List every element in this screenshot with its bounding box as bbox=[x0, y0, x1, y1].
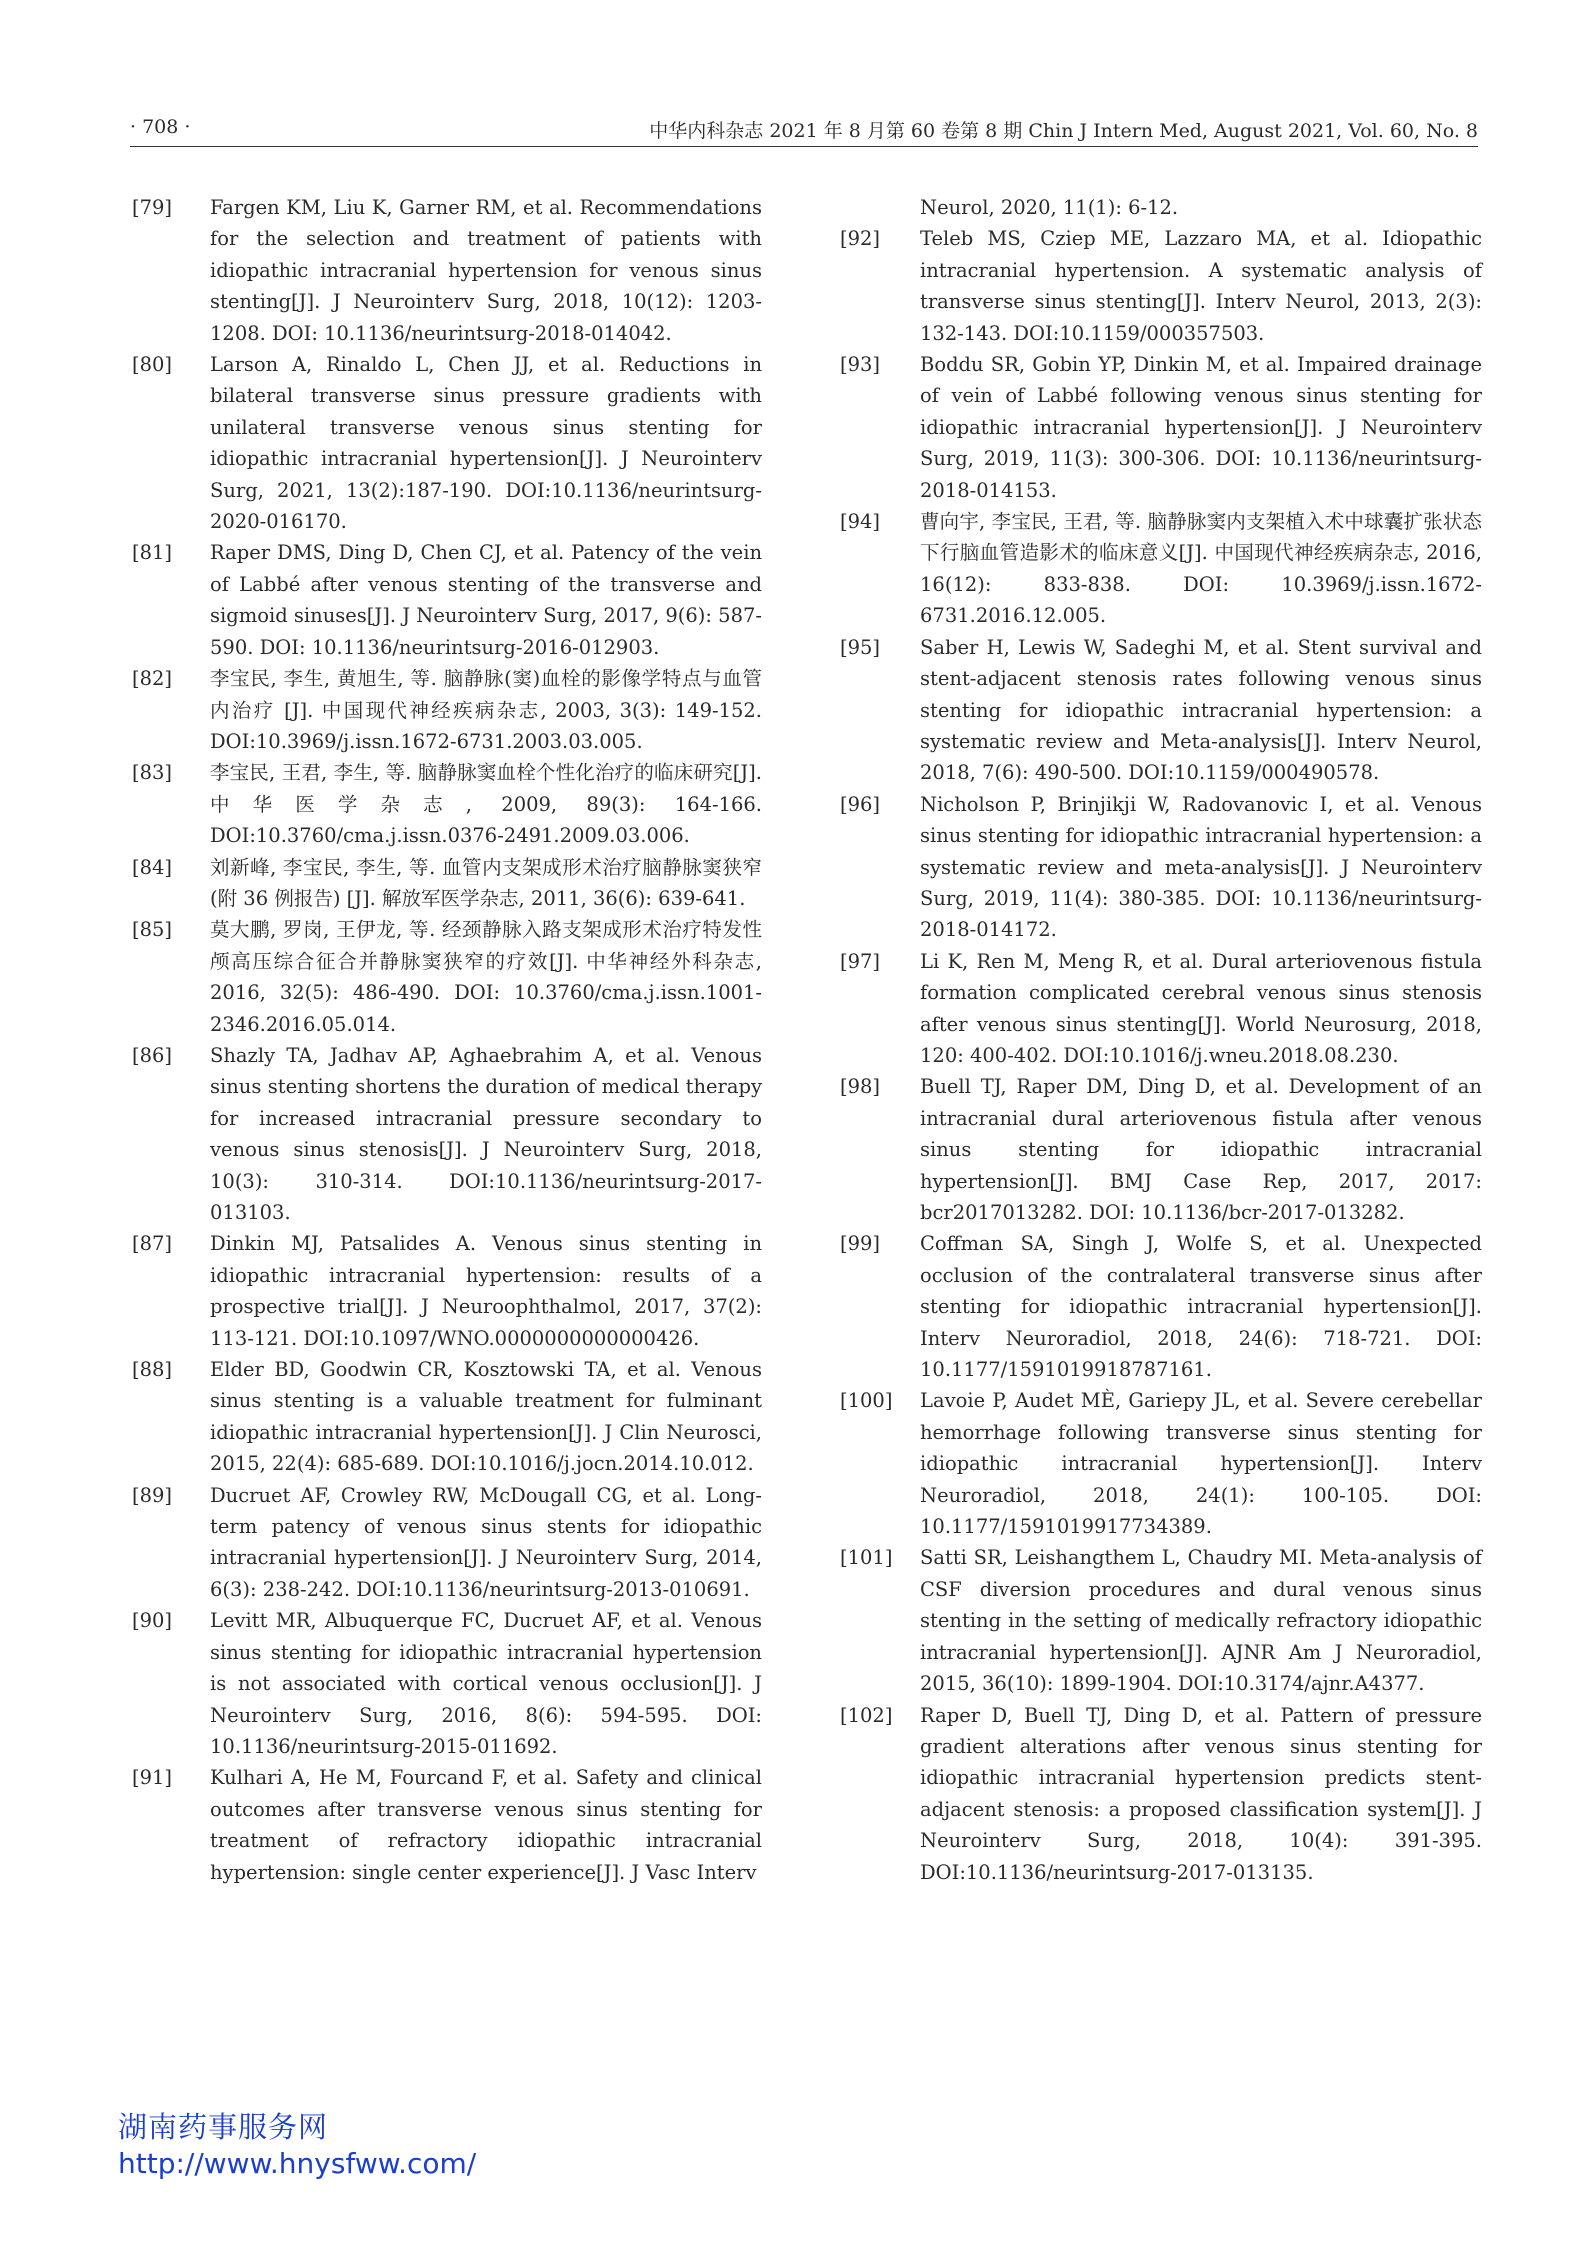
reference-number: [90] bbox=[132, 1609, 173, 1633]
reference-number: [91] bbox=[132, 1766, 173, 1790]
reference-number: [88] bbox=[132, 1358, 173, 1382]
reference-text: Levitt MR, Albuquerque FC, Ducruet AF, et al. Venous sinus stenting for idiopathic intracranial hypertension is not associated with cortical venous occlusion[J]. J Neurointerv Surg, 2016, 8(6): 594-595. DOI: 10.1136/neurintsurg-2015-011692. bbox=[210, 1609, 762, 1758]
reference-item bbox=[132, 1480, 762, 1606]
reference-continuation: Neurol, 2020, 11(1): 6-12. bbox=[920, 196, 1179, 219]
reference-text: Saber H, Lewis W, Sadeghi M, et al. Stent survival and stent-adjacent stenosis rates following venous sinus stenting for idiopathic intracranial hypertension: a systematic review and Meta-analysis[J]. Interv Neurol, 2018, 7(6): 490-500. DOI:10.1159/000490578. bbox=[920, 635, 1482, 785]
reference-column-right bbox=[842, 192, 1482, 1888]
reference-text: Raper DMS, Ding D, Chen CJ, et al. Patency of the vein of Labbé after venous stenting of the transverse and sigmoid sinuses[J]. J Neurointerv Surg, 2017, 9(6): 587-590. DOI: 10.1136/neurintsurg-2016-012903. bbox=[210, 541, 762, 659]
reference-text: Ducruet AF, Crowley RW, McDougall CG, et al. Long-term patency of venous sinus stents for idiopathic intracranial hypertension[J]. J Neurointerv Surg, 2014, 6(3): 238-242. DOI:10.1136/neurintsurg-2013-010691. bbox=[210, 1483, 762, 1601]
reference-item bbox=[842, 506, 1482, 632]
reference-item bbox=[842, 946, 1482, 1072]
reference-text: Satti SR, Leishangthem L, Chaudry MI. Meta-analysis of CSF diversion procedures and dural venous sinus stenting in the setting of medically refractory idiopathic intracranial hypertension[J]. AJNR Am J Neuroradiol, 2015, 36(10): 1899-1904. DOI:10.3174/ajnr.A4377. bbox=[920, 1546, 1482, 1696]
reference-number: [92] bbox=[840, 227, 881, 251]
reference-item bbox=[842, 1071, 1482, 1228]
reference-number: [102] bbox=[840, 1703, 893, 1727]
reference-text: Buell TJ, Raper DM, Ding D, et al. Development of an intracranial dural arteriovenous fistula after venous sinus stenting for idiopathic intracranial hypertension[J]. BMJ Case Rep, 2017, 2017: bcr2017013282. DOI: 10.1136/bcr-2017-013282. bbox=[920, 1075, 1482, 1224]
reference-item bbox=[132, 349, 762, 537]
watermark-name: 湖南药事服务网 bbox=[118, 2110, 329, 2144]
reference-item bbox=[842, 1700, 1482, 1888]
reference-item bbox=[842, 349, 1482, 506]
reference-text: Li K, Ren M, Meng R, et al. Dural arteriovenous fistula formation complicated cerebral venous sinus stenosis after venous sinus stenting[J]. World Neurosurg, 2018, 120: 400-402. DOI:10.1016/j.wneu.2018.08.230. bbox=[920, 949, 1482, 1067]
reference-number: [80] bbox=[132, 353, 173, 377]
reference-text: Fargen KM, Liu K, Garner RM, et al. Recommendations for the selection and treatment of patients with idiopathic intracranial hypertension for venous sinus stenting[J]. J Neurointerv Surg, 2018, 10(12): 1203-1208. DOI: 10.1136/neurintsurg-2018-014042. bbox=[210, 196, 762, 345]
reference-text: Elder BD, Goodwin CR, Kosztowski TA, et al. Venous sinus stenting is a valuable treatment for fulminant idiopathic intracranial hypertension[J]. J Clin Neurosci, 2015, 22(4): 685-689. DOI:10.1016/j.jocn.2014.10.012. bbox=[210, 1358, 762, 1476]
reference-text: Shazly TA, Jadhav AP, Aghaebrahim A, et al. Venous sinus stenting shortens the duration of medical therapy for increased intracranial pressure secondary to venous sinus stenosis[J]. J Neurointerv Surg, 2018, 10(3): 310-314. DOI:10.1136/neurintsurg-2017-013103. bbox=[210, 1043, 762, 1224]
reference-item bbox=[132, 1354, 762, 1480]
reference-text: Boddu SR, Gobin YP, Dinkin M, et al. Impaired drainage of vein of Labbé following venous sinus stenting for idiopathic intracranial hypertension[J]. J Neurointerv Surg, 2019, 11(3): 300-306. DOI: 10.1136/neurintsurg-2018-014153. bbox=[920, 353, 1482, 502]
reference-text: Teleb MS, Cziep ME, Lazzaro MA, et al. Idiopathic intracranial hypertension. A systematic analysis of transverse sinus stenting[J]. Interv Neurol, 2013, 2(3): 132-143. DOI:10.1159/000357503. bbox=[920, 227, 1482, 345]
journal-citation: 中华内科杂志 2021 年 8 月第 60 卷第 8 期 Chin J Intern Med, August 2021, Vol. 60, No. 8 bbox=[649, 120, 1478, 142]
reference-text: 曹向宇, 李宝民, 王君, 等. 脑静脉窦内支架植入术中球囊扩张状态下行脑血管造影术的临床意义[J]. 中国现代神经疾病杂志, 2016, 16(12): 833-838. DOI: 10.3969/j.issn.1672-6731.2016.12.005. bbox=[920, 510, 1482, 628]
reference-text: 莫大鹏, 罗岗, 王伊龙, 等. 经颈静脉入路支架成形术治疗特发性颅高压综合征合并静脉窦狭窄的疗效[J]. 中华神经外科杂志, 2016, 32(5): 486-490. DOI: 10.3760/cma.j.issn.1001-2346.2016.05.014. bbox=[210, 918, 762, 1036]
reference-number: [83] bbox=[132, 761, 173, 785]
reference-item bbox=[842, 632, 1482, 789]
reference-text: Dinkin MJ, Patsalides A. Venous sinus stenting in idiopathic intracranial hypertension: results of a prospective trial[J]. J Neuroophthalmol, 2017, 37(2): 113-121. DOI:10.1097/WNO.0000000000000426. bbox=[210, 1232, 762, 1350]
reference-number: [97] bbox=[840, 949, 881, 973]
reference-text: 李宝民, 王君, 李生, 等. 脑静脉窦血栓个性化治疗的临床研究[J]. 中华医学杂志, 2009, 89(3): 164-166. DOI:10.3760/cma.j.issn.0376-2491.2009.03.006. bbox=[210, 761, 762, 848]
reference-item bbox=[842, 1542, 1482, 1699]
page-number: · 708 · bbox=[130, 116, 191, 138]
reference-number: [96] bbox=[840, 792, 881, 816]
reference-text: 刘新峰, 李宝民, 李生, 等. 血管内支架成形术治疗脑静脉窦狭窄 (附 36 例报告) [J]. 解放军医学杂志, 2011, 36(6): 639-641. bbox=[210, 855, 762, 910]
watermark bbox=[118, 2108, 476, 2182]
reference-item bbox=[132, 757, 762, 851]
reference-number: [86] bbox=[132, 1043, 173, 1067]
reference-number: [82] bbox=[132, 667, 173, 691]
reference-number: [79] bbox=[132, 196, 173, 219]
reference-item bbox=[132, 663, 762, 757]
reference-text: Kulhari A, He M, Fourcand F, et al. Safety and clinical outcomes after transverse venous sinus stenting for treatment of refractory idiopathic intracranial hypertension: single center experience[J]. J Vasc Interv bbox=[210, 1766, 762, 1884]
watermark-url[interactable]: http://www.hnysfww.com/ bbox=[118, 2147, 477, 2180]
reference-item bbox=[842, 789, 1482, 946]
reference-number: [95] bbox=[840, 635, 881, 659]
page-header bbox=[130, 112, 1478, 147]
reference-number: [100] bbox=[840, 1389, 893, 1413]
reference-item bbox=[842, 1385, 1482, 1542]
reference-number: [98] bbox=[840, 1075, 881, 1099]
reference-item bbox=[132, 1605, 762, 1762]
reference-number: [87] bbox=[132, 1232, 173, 1256]
reference-item bbox=[132, 1762, 762, 1888]
reference-item bbox=[842, 1228, 1482, 1385]
reference-number: [93] bbox=[840, 353, 881, 377]
reference-item bbox=[132, 192, 762, 349]
reference-item bbox=[132, 1228, 762, 1354]
reference-text: Lavoie P, Audet MÈ, Gariepy JL, et al. Severe cerebellar hemorrhage following transverse sinus stenting for idiopathic intracranial hypertension[J]. Interv Neuroradiol, 2018, 24(1): 100-105. DOI: 10.1177/1591019917734389. bbox=[920, 1389, 1482, 1539]
reference-column-left bbox=[132, 192, 762, 1888]
reference-number: [81] bbox=[132, 541, 173, 565]
reference-item bbox=[132, 914, 762, 1040]
reference-text: Coffman SA, Singh J, Wolfe S, et al. Unexpected occlusion of the contralateral transverse sinus after stenting for idiopathic intracranial hypertension[J]. Interv Neuroradiol, 2018, 24(6): 718-721. DOI: 10.1177/1591019918787161. bbox=[920, 1232, 1482, 1382]
reference-item bbox=[132, 1040, 762, 1228]
reference-number: [84] bbox=[132, 855, 173, 879]
reference-number: [99] bbox=[840, 1232, 881, 1256]
reference-number: [89] bbox=[132, 1483, 173, 1507]
reference-text: Larson A, Rinaldo L, Chen JJ, et al. Reductions in bilateral transverse sinus pressure gradients with unilateral transverse venous sinus stenting for idiopathic intracranial hypertension[J]. J Neurointerv Surg, 2021, 13(2):187-190. DOI:10.1136/neurintsurg-2020-016170. bbox=[210, 353, 762, 534]
reference-item bbox=[132, 537, 762, 663]
reference-text: 李宝民, 李生, 黄旭生, 等. 脑静脉(窦)血栓的影像学特点与血管内治疗 [J]. 中国现代神经疾病杂志, 2003, 3(3): 149-152. DOI:10.3969/j.issn.1672-6731.2003.03.005. bbox=[210, 667, 762, 753]
reference-item bbox=[842, 223, 1482, 349]
reference-text: Raper D, Buell TJ, Ding D, et al. Pattern of pressure gradient alterations after venous sinus stenting for idiopathic intracranial hypertension predicts stent-adjacent stenosis: a proposed classification system[J]. J Neurointerv Surg, 2018, 10(4): 391-395. DOI:10.1136/neurintsurg-2017-013135. bbox=[920, 1703, 1482, 1884]
reference-text: Nicholson P, Brinjikji W, Radovanovic I, et al. Venous sinus stenting for idiopathic intracranial hypertension: a systematic review and meta-analysis[J]. J Neurointerv Surg, 2019, 11(4): 380-385. DOI: 10.1136/neurintsurg-2018-014172. bbox=[920, 792, 1482, 942]
reference-item bbox=[132, 852, 762, 915]
reference-number: [94] bbox=[840, 510, 881, 534]
reference-number: [101] bbox=[840, 1546, 893, 1570]
reference-number: [85] bbox=[132, 918, 173, 942]
